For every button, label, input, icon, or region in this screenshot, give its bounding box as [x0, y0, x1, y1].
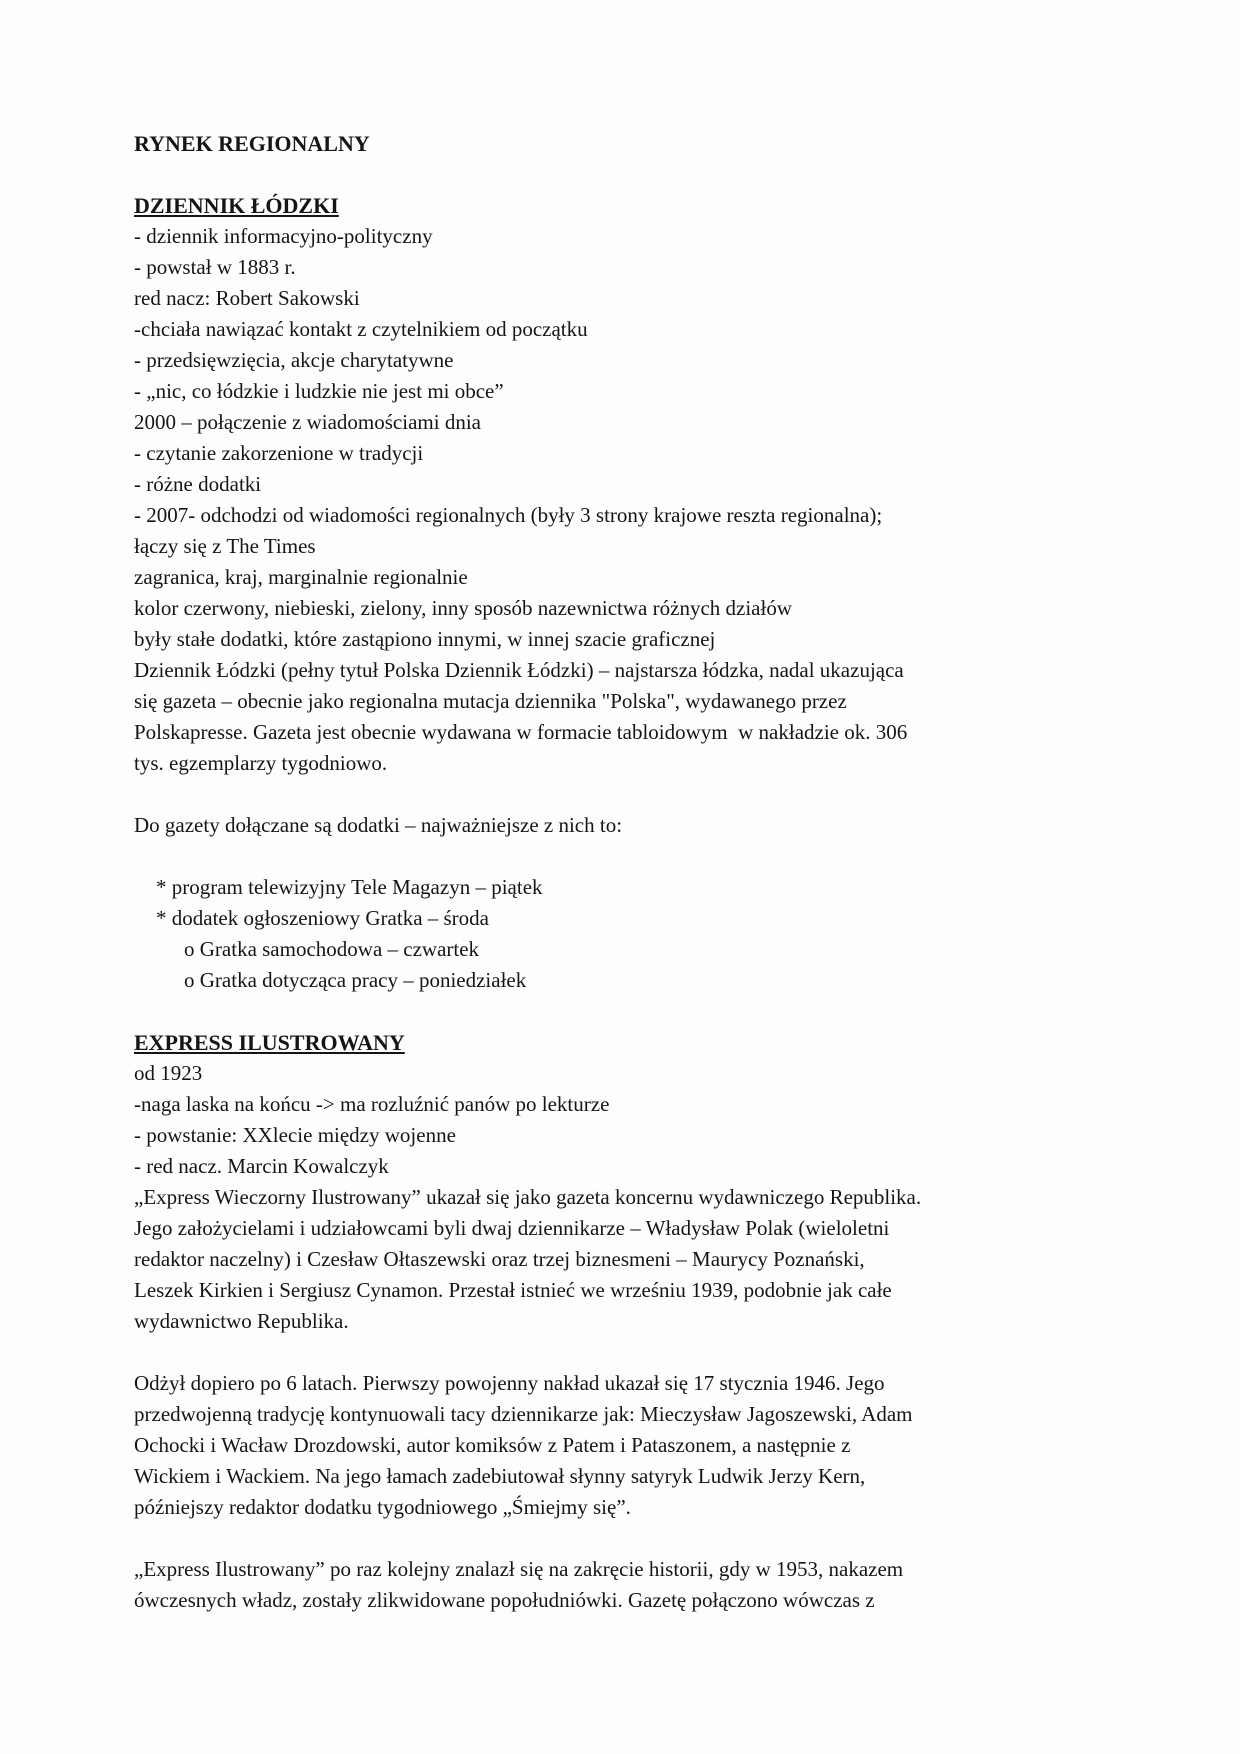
doc-line: red nacz: Robert Sakowski	[134, 286, 360, 310]
doc-line: „Express Ilustrowany” po raz kolejny znalazł się na zakręcie historii, gdy w 1953, nakazem	[134, 1557, 904, 1581]
doc-line: - red nacz. Marcin Kowalczyk	[134, 1154, 389, 1178]
doc-line: Dziennik Łódzki (pełny tytuł Polska Dziennik Łódzki) – najstarsza łódzka, nadal ukazująca	[134, 658, 904, 682]
doc-line: - powstanie: XXlecie między wojenne	[134, 1123, 456, 1147]
sub-bullet-item: o Gratka dotycząca pracy – poniedziałek	[184, 968, 527, 992]
doc-line: się gazeta – obecnie jako regionalna mutacja dziennika "Polska", wydawanego przez	[134, 689, 847, 713]
doc-line: Ochocki i Wacław Drozdowski, autor komiksów z Patem i Pataszonem, a następnie z	[134, 1433, 851, 1457]
blank-line	[134, 996, 1112, 1027]
doc-line: wydawnictwo Republika.	[134, 1309, 349, 1333]
doc-line: kolor czerwony, niebieski, zielony, inny sposób nazewnictwa różnych działów	[134, 596, 792, 620]
doc-line: były stałe dodatki, które zastąpiono innymi, w innej szacie graficznej	[134, 627, 716, 651]
doc-line: Wickiem i Wackiem. Na jego łamach zadebiutował słynny satyryk Ludwik Jerzy Kern,	[134, 1464, 866, 1488]
doc-line: - dziennik informacyjno-polityczny	[134, 224, 433, 248]
blank-line	[134, 1337, 1112, 1368]
doc-line: -naga laska na końcu -> ma rozluźnić panów po lekturze	[134, 1092, 610, 1116]
section-heading-express-ilustrowany	[134, 1027, 1112, 1058]
doc-line: Polskapresse. Gazeta jest obecnie wydawana w formacie tabloidowym w nakładzie ok. 306	[134, 720, 908, 744]
doc-line: - 2007- odchodzi od wiadomości regionalnych (były 3 strony krajowe reszta regionalna);	[134, 503, 883, 527]
doc-line: „Express Wieczorny Ilustrowany” ukazał się jako gazeta koncernu wydawniczego Republika.	[134, 1185, 922, 1209]
doc-line: od 1923	[134, 1061, 203, 1085]
doc-line: Jego założycielami i udziałowcami byli dwaj dziennikarze – Władysław Polak (wieloletni	[134, 1216, 890, 1240]
blank-line	[134, 159, 1112, 190]
doc-line: przedwojenną tradycję kontynuowali tacy dziennikarze jak: Mieczysław Jagoszewski, Adam	[134, 1402, 913, 1426]
blank-line	[134, 779, 1112, 810]
bullet-item: * dodatek ogłoszeniowy Gratka – środa	[156, 906, 489, 930]
blank-line	[134, 1523, 1112, 1554]
doc-line: - przedsięwzięcia, akcje charytatywne	[134, 348, 454, 372]
doc-line: późniejszy redaktor dodatku tygodniowego „Śmiejmy się”.	[134, 1495, 631, 1519]
doc-line: łączy się z The Times	[134, 534, 316, 558]
doc-line: - czytanie zakorzenione w tradycji	[134, 441, 424, 465]
section-heading-text: EXPRESS ILUSTROWANY	[134, 1030, 405, 1055]
doc-line: - powstał w 1883 r.	[134, 255, 296, 279]
doc-line: - różne dodatki	[134, 472, 262, 496]
section-heading-text: DZIENNIK ŁÓDZKI	[134, 193, 339, 218]
bullet-item: * program telewizyjny Tele Magazyn – piątek	[156, 875, 543, 899]
supplements-intro-line: Do gazety dołączane są dodatki – najważniejsze z nich to:	[134, 813, 623, 837]
doc-line: Odżył dopiero po 6 latach. Pierwszy powojenny nakład ukazał się 17 stycznia 1946. Jego	[134, 1371, 885, 1395]
blank-line	[134, 841, 1112, 872]
doc-line: -chciała nawiązać kontakt z czytelnikiem od początku	[134, 317, 588, 341]
doc-line: - „nic, co łódzkie i ludzkie nie jest mi obce”	[134, 379, 504, 403]
doc-line: tys. egzemplarzy tygodniowo.	[134, 751, 388, 775]
doc-line: 2000 – połączenie z wiadomościami dnia	[134, 410, 481, 434]
sub-bullet-item: o Gratka samochodowa – czwartek	[184, 937, 480, 961]
document-title: RYNEK REGIONALNY	[134, 131, 370, 156]
section-heading-dziennik-lodzki	[134, 190, 1112, 221]
doc-line: ówczesnych władz, zostały zlikwidowane popołudniówki. Gazetę połączono wówczas z	[134, 1588, 875, 1612]
doc-line: zagranica, kraj, marginalnie regionalnie	[134, 565, 468, 589]
doc-line: Leszek Kirkien i Sergiusz Cynamon. Przestał istnieć we wrześniu 1939, podobnie jak całe	[134, 1278, 892, 1302]
doc-line: redaktor naczelny) i Czesław Ołtaszewski oraz trzej biznesmeni – Maurycy Poznański,	[134, 1247, 865, 1271]
